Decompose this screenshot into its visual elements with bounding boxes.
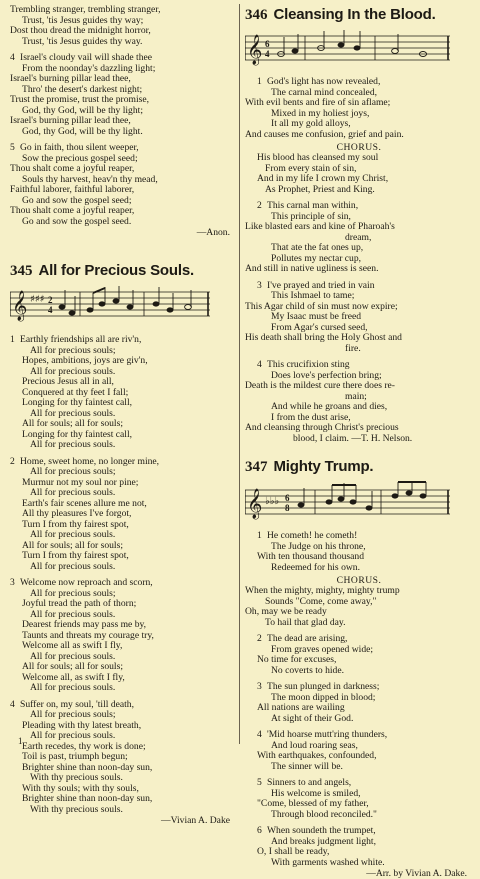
verse-line: Toil is past, triumph begun; [22, 751, 128, 762]
verse-line: I've prayed and tried in vain [267, 279, 375, 291]
verse-line: All for precious souls. [30, 407, 116, 419]
verse-line: Thro' the desert's darkest night; [22, 83, 143, 95]
verse-line: All for precious souls; [30, 466, 116, 477]
verse-line: All for precious souls. [30, 487, 116, 498]
verse-line: His welcome is smiled, [271, 787, 361, 799]
hymn-347-heading [245, 458, 473, 476]
verse-number: 5 [10, 142, 15, 153]
verse-line: From Agar's cursed seed, [271, 321, 368, 333]
verse-345-4 [10, 700, 236, 816]
verse-line: The sinner will be. [271, 760, 343, 772]
hymn-title: All for Precious Souls. [38, 262, 194, 279]
verse-line: Trembling stranger, trembling stranger, [10, 4, 161, 15]
verse-line: blood, I claim. —T. H. Nelson. [293, 432, 413, 444]
verse-line: Does love's perfection bring; [271, 369, 382, 381]
verse-line: And causes me confusion, grief and pain. [245, 128, 404, 140]
verse-line: This carnal man within, [267, 200, 359, 211]
verse-line: Like blasted ears and kine of Pharoah's [245, 221, 395, 232]
verse-line: Suffer on, my soul, 'till death, [20, 698, 135, 710]
verse-number: 3 [257, 681, 262, 692]
chorus-label: CHORUS. [336, 142, 382, 153]
verse-line: All for precious souls. [30, 560, 116, 572]
verse-line: And cleansing through Christ's precious [245, 422, 399, 433]
hymn-author: —Anon. [196, 227, 230, 238]
right-column [245, 6, 473, 879]
verse-line: All for precious souls. [30, 608, 116, 620]
verse-line: And breaks judgment light, [271, 835, 376, 847]
verse-line: 'Mid hoarse mutt'ring thunders, [267, 729, 388, 740]
verse-line: All for precious souls. [30, 365, 116, 377]
column-divider [239, 4, 240, 744]
verse-347-1 [245, 531, 473, 573]
verse-number: 3 [257, 279, 262, 291]
verse-line: And still in native ugliness is seen. [245, 263, 379, 274]
svg-text:4: 4 [265, 49, 270, 59]
verse-line: Thou shalt come a joyful reaper, [10, 205, 135, 216]
verse-line: From the noonday's dazzling light; [22, 62, 156, 74]
verse-number: 2 [10, 455, 15, 467]
svg-text:8: 8 [285, 503, 290, 513]
verse-line: No time for excuses, [257, 654, 337, 665]
verse-line: All for souls; all for souls; [22, 661, 123, 672]
chorus-label: CHORUS. [336, 575, 382, 586]
verse-line: Brighter shine than noon-day sun, [22, 761, 153, 773]
verse-347-2 [245, 634, 473, 676]
verse-number: 2 [257, 200, 262, 211]
hymn-author: —Vivian A. Dake [161, 815, 230, 826]
verse-line: Redeemed for his own. [271, 561, 360, 573]
verse-line: Faithful laborer, faithful laborer, [10, 184, 135, 195]
verse-line: This principle of sin, [271, 210, 351, 222]
chorus-line: From every stain of sin, [265, 162, 357, 174]
verse-line: This crucifixion sting [267, 359, 350, 370]
hymn-346-heading [245, 6, 473, 24]
verse-line: With thy precious souls. [30, 772, 123, 783]
verse-line: Earthly friendships all are riv'n, [20, 334, 142, 345]
music-staff-347 [245, 480, 450, 520]
verse-line: The moon dipped in blood; [271, 691, 376, 703]
chorus-line: And in my life I crown my Christ, [257, 173, 389, 184]
verse-number: 1 [257, 530, 262, 541]
verse-347-3 [245, 682, 473, 724]
verse-line: Trust, 'tis Jesus guides thy way; [22, 14, 144, 26]
verse-line: With evil bents and fire of sin aflame; [245, 97, 391, 108]
verse-line: And loud roaring seas, [271, 739, 358, 751]
verse-line: Israel's burning pillar lead thee, [10, 73, 131, 84]
verse-line: My Isaac must be freed [271, 311, 362, 322]
verse-line: When soundeth the trumpet, [267, 825, 376, 836]
verse-line: Taunts and threats my courage try, [22, 629, 154, 641]
verse-line: All for precious souls. [30, 529, 116, 540]
verse-line: God, thy God, will be thy light; [22, 104, 143, 116]
verse-line: This Ishmael to tame; [271, 290, 355, 301]
verse-line: Dost thou dread the midnight horror, [10, 25, 151, 36]
verse-line: Pollutes my nectar cup, [271, 252, 362, 264]
verse-number: 4 [257, 729, 262, 740]
verse-number: 6 [257, 825, 262, 836]
verse-line: Trust, 'tis Jesus guides thy way. [22, 35, 143, 47]
verse-line: All for precious souls. [30, 650, 116, 662]
hymn-number: 345 [10, 263, 33, 279]
hymn-author: —Arr. by Vivian A. Dake. [366, 868, 467, 879]
verse-number: 3 [10, 577, 15, 588]
verse-continued-5 [10, 143, 236, 227]
verse-line: main; [345, 390, 367, 402]
verse-line: Welcome all as swift I fly, [22, 640, 123, 651]
verse-line: That ate the fat ones up, [271, 242, 364, 253]
verse-346-4 [245, 360, 473, 444]
verse-line: Longing for thy faintest call, [22, 397, 133, 408]
verse-345-1 [10, 335, 236, 451]
chorus-line: His blood has cleansed my soul [257, 152, 379, 163]
verse-line: Welcome all, as swift I fly, [22, 671, 125, 683]
verse-line: Turn I from thy fairest spot, [22, 550, 129, 561]
music-staff-345 [10, 284, 210, 324]
svg-text:4: 4 [48, 305, 53, 315]
verse-line: O, I shall be ready, [257, 846, 330, 857]
verse-line: Longing for thy faintest call, [22, 428, 133, 440]
verse-line: God, thy God, will be thy light. [22, 125, 143, 137]
verse-number: 4 [10, 52, 15, 63]
svg-text:𝄞: 𝄞 [12, 291, 28, 321]
verse-line: All for precious souls. [30, 730, 116, 741]
chorus-346 [245, 153, 473, 195]
verse-line: Thou shalt come a joyful reaper, [10, 163, 135, 174]
verse-line: I from the dust arise, [271, 411, 351, 423]
verse-346-2 [245, 201, 473, 275]
verse-line: And while he groans and dies, [271, 401, 388, 412]
verse-line: The Judge on his throne, [271, 540, 366, 552]
verse-line: His death shall bring the Holy Ghost and [245, 332, 402, 343]
verse-line: Israel's burning pillar lead thee, [10, 115, 131, 126]
chorus-line: When the mighty, mighty, mighty trump [245, 585, 400, 596]
verse-line: He cometh! he cometh! [267, 530, 358, 541]
verse-line: All for souls; all for souls; [22, 539, 123, 551]
verse-line: The carnal mind concealed, [271, 86, 378, 98]
verse-line: All for precious souls. [30, 682, 116, 693]
footer-mark: 1 [18, 736, 23, 746]
svg-text:𝄞: 𝄞 [247, 35, 263, 65]
left-column [10, 5, 236, 826]
verse-line: All for precious souls; [30, 344, 116, 356]
verse-line: Go and sow the gospel seed; [22, 194, 132, 206]
verse-line: Earth recedes, thy work is done; [22, 740, 146, 752]
verse-line: No coverts to hide. [271, 664, 345, 676]
hymn-title: Cleansing In the Blood. [273, 6, 436, 23]
svg-text:2: 2 [48, 295, 53, 305]
verse-continued-4 [10, 53, 236, 137]
chorus-line: Oh, may we be ready [245, 606, 327, 617]
verse-line: From graves opened wide; [271, 643, 374, 655]
chorus-line: To hail that glad day. [265, 616, 346, 628]
music-staff-346 [245, 28, 450, 66]
verse-line: Welcome now reproach and scorn, [20, 577, 153, 588]
hymn-345-heading [10, 262, 236, 280]
verse-number: 1 [10, 334, 15, 345]
verse-line: "Come, blessed of my father, [257, 798, 369, 809]
chorus-line: Sounds "Come, come away," [265, 595, 377, 607]
verse-line: Earth's fair scenes allure me not, [22, 497, 147, 509]
svg-text:♯♯♯: ♯♯♯ [30, 294, 45, 305]
verse-line: Home, sweet home, no longer mine, [20, 455, 160, 467]
chorus-347 [245, 586, 473, 628]
hymn-number: 347 [245, 459, 268, 475]
verse-line: Hopes, ambitions, joys are giv'n, [22, 355, 148, 366]
verse-line: Conquered at thy feet I fall; [22, 386, 129, 398]
verse-number: 4 [10, 698, 15, 710]
verse-line: The dead are arising, [267, 633, 348, 644]
verse-line: Go and sow the gospel seed. [22, 215, 132, 227]
verse-347-5 [245, 778, 473, 820]
verse-line: All for precious souls; [30, 709, 116, 720]
verse-line: Precious Jesus all in all, [22, 376, 114, 387]
verse-347-4 [245, 730, 473, 772]
verse-line: Dearest friends may pass me by, [22, 619, 147, 630]
verse-number: 2 [257, 633, 262, 644]
verse-line: All thy pleasures I've forgot, [22, 508, 132, 519]
verse-line: Sow the precious gospel seed; [22, 152, 138, 164]
hymn-title: Mighty Trump. [273, 458, 374, 475]
verse-line: With garments washed white. [271, 856, 385, 868]
svg-text:♭♭♭: ♭♭♭ [265, 496, 280, 507]
verse-line: Sinners to and angels, [267, 777, 352, 788]
verse-line: All nations are wailing [257, 702, 345, 713]
verse-345-3 [10, 578, 236, 694]
verse-line: Israel's cloudy vail will shade thee [20, 52, 153, 63]
verse-line: With earthquakes, confounded, [257, 750, 377, 761]
verse-line: Go in faith, thou silent weeper, [20, 142, 139, 153]
verse-number: 5 [257, 777, 262, 788]
verse-line: Joyful tread the path of thorn; [22, 598, 137, 609]
verse-line: All for precious souls; [30, 587, 116, 599]
verse-line: dream, [345, 231, 372, 243]
chorus-line: As Prophet, Priest and King. [265, 183, 375, 195]
verse-line: Brighter shine than noon-day sun, [22, 793, 153, 804]
verse-line: The sun plunged in darkness; [267, 681, 380, 692]
verse-line: It all my gold alloys, [271, 118, 351, 129]
verse-line: All for souls; all for souls; [22, 418, 123, 429]
verse-line: Souls thy harvest, heav'n thy mead, [22, 173, 158, 185]
verse-346-3 [245, 281, 473, 355]
verse-line: Pleading with thy latest breath, [22, 719, 142, 731]
verse-line: Through blood reconciled." [271, 808, 377, 820]
hymn-number: 346 [245, 7, 268, 23]
verse-346-1 [245, 77, 473, 140]
verse-line: fire. [345, 342, 361, 354]
verse-line: Death is the mildest cure there does re- [245, 380, 395, 391]
verse-line: Mixed in my holiest joys, [271, 107, 370, 119]
verse-line: All for precious souls. [30, 439, 116, 450]
verse-line: Murmur not my soul nor pine; [22, 476, 139, 488]
verse-line: With thy precious souls. [30, 803, 123, 815]
verse-line: Turn I from thy fairest spot, [22, 518, 129, 530]
verse-line: At sight of their God. [271, 712, 354, 724]
verse-line: This Agar child of sin must now expire; [245, 300, 398, 312]
verse-continued-0 [10, 5, 236, 47]
verse-line: Trust the promise, trust the promise, [10, 94, 150, 105]
verse-line: With ten thousand thousand [257, 551, 364, 562]
verse-345-2 [10, 457, 236, 573]
verse-347-6 [245, 826, 473, 868]
verse-number: 1 [257, 76, 262, 87]
verse-line: With thy souls; with thy souls, [22, 782, 139, 794]
svg-text:6: 6 [265, 39, 270, 49]
verse-line: God's light has now revealed, [267, 76, 381, 87]
svg-text:6: 6 [285, 493, 290, 503]
svg-text:𝄞: 𝄞 [247, 489, 263, 519]
verse-number: 4 [257, 359, 262, 370]
